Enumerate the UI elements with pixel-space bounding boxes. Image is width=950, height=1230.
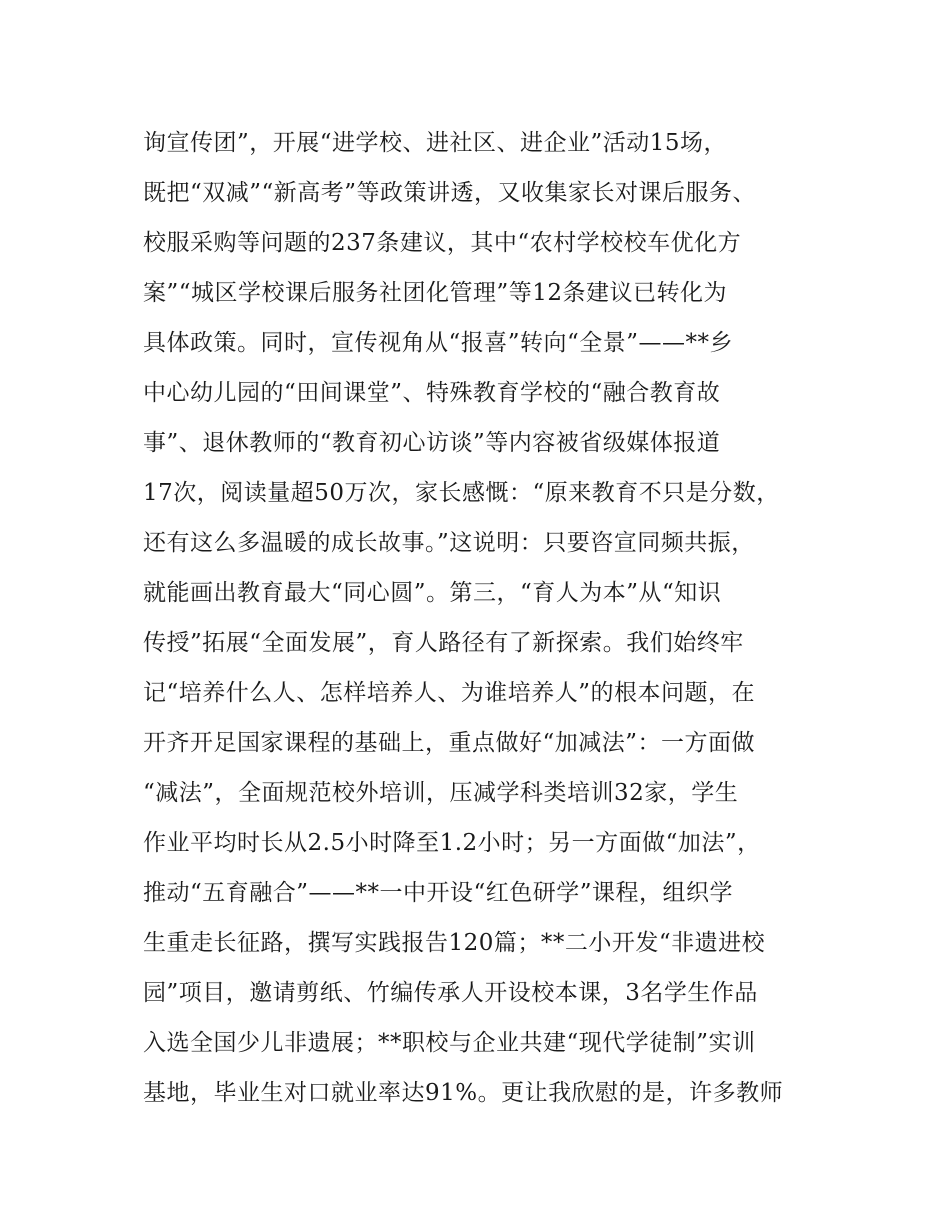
paragraph-line: 传授”拓展“全面发展”，育人路径有了新探索。我们始终牢 xyxy=(143,630,744,656)
paragraph-line: 询宣传团”，开展“进学校、进社区、进企业”活动15场， xyxy=(143,130,728,156)
paragraph-line: 17次，阅读量超50万次，家长感慨：“原来教育不只是分数， xyxy=(143,480,780,506)
paragraph-line: “减法”，全面规范校外培训，压减学科类培训32家，学生 xyxy=(143,780,739,806)
paragraph-line: 案”“城区学校课后服务社团化管理”等12条建议已转化为 xyxy=(143,280,728,306)
paragraph-line: 事”、退休教师的“教育初心访谈”等内容被省级媒体报道 xyxy=(143,430,721,456)
paragraph-line: 入选全国少儿非遗展；**职校与企业共建“现代学徒制”实训 xyxy=(143,1030,756,1056)
paragraph-line: 生重走长征路，撰写实践报告120篇；**二小开发“非遗进校 xyxy=(143,930,766,956)
paragraph-line: 推动“五育融合”——**一中开设“红色研学”课程，组织学 xyxy=(143,880,734,906)
paragraph-line: 基地，毕业生对口就业率达91%。更让我欣慰的是，许多教师 xyxy=(143,1080,784,1106)
paragraph-line: 校服采购等问题的237条建议，其中“农村学校校车优化方 xyxy=(143,230,742,256)
paragraph-line: 开齐开足国家课程的基础上，重点做好“加减法”：一方面做 xyxy=(143,730,756,756)
paragraph-line: 中心幼儿园的“田间课堂”、特殊教育学校的“融合教育故 xyxy=(143,380,721,406)
paragraph-line: 既把“双减”“新高考”等政策讲透，又收集家长对课后服务、 xyxy=(143,180,757,206)
paragraph-line: 作业平均时长从2.5小时降至1.2小时；另一方面做“加法”， xyxy=(143,830,761,856)
paragraph-line: 记“培养什么人、怎样培养人、为谁培养人”的根本问题，在 xyxy=(143,680,756,706)
paragraph-line: 具体政策。同时，宣传视角从“报喜”转向“全景”——**乡 xyxy=(143,330,734,356)
paragraph-line: 还有这么多温暖的成长故事。”这说明：只要咨宣同频共振， xyxy=(143,530,755,556)
paragraph-line: 就能画出教育最大“同心圆”。第三，“育人为本”从“知识 xyxy=(143,580,722,606)
paragraph-line: 园”项目，邀请剪纸、竹编传承人开设校本课，3名学生作品 xyxy=(143,980,758,1006)
